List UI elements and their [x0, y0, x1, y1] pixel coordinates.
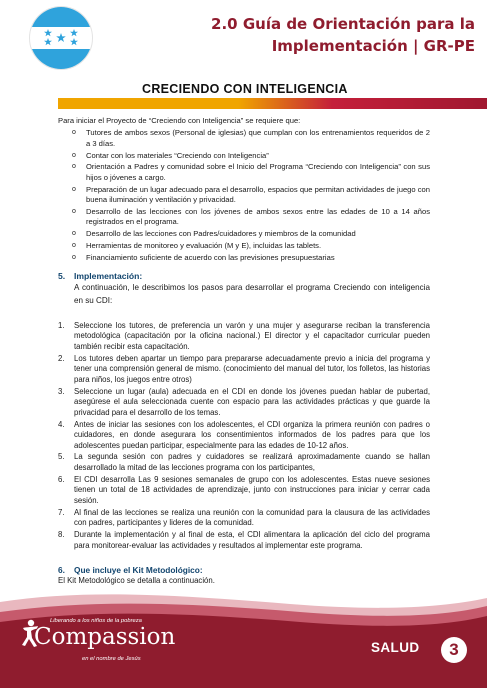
footer-section-label: SALUD	[371, 640, 420, 655]
step-number: 5.	[58, 452, 65, 462]
list-item: o Orientación a Padres y comunidad sobre el Inicio del Programa “Creciendo con Inteligencia” con sus hijos o jóvenes a cargo.	[86, 162, 430, 183]
logo-name: Compassion	[34, 624, 176, 650]
heading-number: 6.	[58, 565, 65, 576]
list-item	[58, 419, 430, 452]
requirements-list	[58, 128, 430, 263]
heading-text: Que incluye el Kit Metodológico:	[74, 565, 203, 576]
heading-number: 5.	[58, 271, 66, 282]
list-item	[58, 452, 430, 473]
intro-text: Para iniciar el Proyecto de “Creciendo con Inteligencia” se requiere que:	[58, 116, 301, 125]
step-text: El CDI desarrolla Las 9 sesiones semanales de grupo con los adolescentes. Estas nueve sesiones tienen un total de 18 actividades de aprendizaje, junto con instrucciones para iniciar y cerrar cada sesión.	[74, 474, 430, 505]
step-text: La segunda sesión con padres y cuidadores se realizará aproximadamente cuando se hallan desarrollado la mitad de las lecciones programa con los participantes,	[74, 452, 430, 472]
kit-paragraph: El Kit Metodológico se detalla a continuación.	[58, 576, 215, 586]
list-item: o Tutores de ambos sexos (Personal de iglesias) que cumplan con los entrenamientos requeridos de 2 a 3 días.	[86, 128, 430, 149]
step-text: Durante la implementación y al final de esta, el CDI alimentara la aplicación del ciclo del programa para monitorear-evaluar las actividades y resultados al implementar este programa.	[74, 530, 430, 550]
section-title: CRECIENDO CON INTELIGENCIA	[142, 82, 348, 96]
compassion-logo	[20, 618, 176, 670]
honduras-flag-icon	[29, 6, 93, 70]
list-item: o Preparación de un lugar adecuado para el desarrollo, espacios que permitan actividades de juego con buena iluminación y ventilación y privacidad.	[86, 185, 430, 206]
list-item	[58, 320, 430, 353]
implementation-paragraph: A continuación, le describimos los pasos para desarrollar el programa Creciendo con inteligencia en su CDI:	[74, 283, 430, 305]
step-number: 8.	[58, 530, 65, 540]
step-text: Los tutores deben apartar un tiempo para prepararse adecuadamente previo a inicia del programa y tener una comprensión general de mismo. (conocimiento del manual del tutor, los folletos, las historias para niños, los juegos entre otros)	[74, 353, 430, 384]
list-item: o Contar con los materiales “Creciendo con Inteligencia”	[86, 151, 430, 161]
step-number: 3.	[58, 386, 65, 396]
implementation-steps	[58, 321, 430, 551]
list-item	[58, 474, 430, 507]
heading-text: Implementación:	[74, 271, 143, 282]
document-header-title: 2.0 Guía de Orientación para la Implementación | GR-PE	[211, 15, 475, 55]
list-item: o Desarrollo de las lecciones con Padres/cuidadores y miembros de la comunidad	[86, 229, 430, 239]
implementation-heading	[58, 271, 430, 281]
step-number: 6.	[58, 474, 65, 484]
logo-tagline: Liberando a los niños de la pobreza	[50, 618, 142, 624]
step-number: 1.	[58, 320, 65, 330]
list-item	[58, 507, 430, 529]
step-text: Al final de las lecciones se realiza una reunión con la comunidad para la clausura de las actividades con padres, participantes y lideres de la comunidad.	[74, 507, 430, 528]
document-body	[58, 116, 430, 587]
list-item	[58, 386, 430, 419]
list-item	[58, 353, 430, 386]
step-number: 4.	[58, 419, 65, 429]
list-item: o Herramientas de monitoreo y evaluación (M y E), incluidas las tablets.	[86, 241, 430, 251]
section-banner	[58, 98, 487, 109]
step-text: Seleccione los tutores, de preferencia un varón y una mujer y asegurarse reciban la transferencia metodológica (capacitación por la oficina nacional.) El director y el capacitador curricular pueden también recibir esta capacitación.	[74, 320, 430, 351]
list-item: o Financiamiento suficiente de acuerdo con las previsiones presupuestarias	[86, 253, 430, 263]
list-item	[58, 530, 430, 551]
kit-heading	[58, 565, 430, 575]
step-text: Seleccione un lugar (aula) adecuada en el CDI en donde los jóvenes puedan hablar de pubertad, asegúrese el aula seleccionada cuente con espacio para las actividades prácticas y que guarde la privacidad para el desarrollo de los temas.	[74, 386, 430, 417]
logo-subtitle: en el nombre de Jesús	[82, 656, 141, 662]
flag-stars	[30, 7, 92, 69]
step-number: 7.	[58, 507, 65, 517]
step-text: Antes de iniciar las sesiones con los adolescentes, el CDI organiza la primera reunión con padres o cuidadores, en donde asegurara los consentimientos informados de los padres para que los adolescentes puedan participar, especialmente para las edades de 10-12 años.	[74, 419, 430, 450]
step-number: 2.	[58, 353, 65, 363]
list-item: o Desarrollo de las lecciones con los jóvenes de ambos sexos entre las edades de 10 a 14 años registrados en el programa.	[86, 207, 430, 228]
page-number: 3	[441, 637, 467, 663]
